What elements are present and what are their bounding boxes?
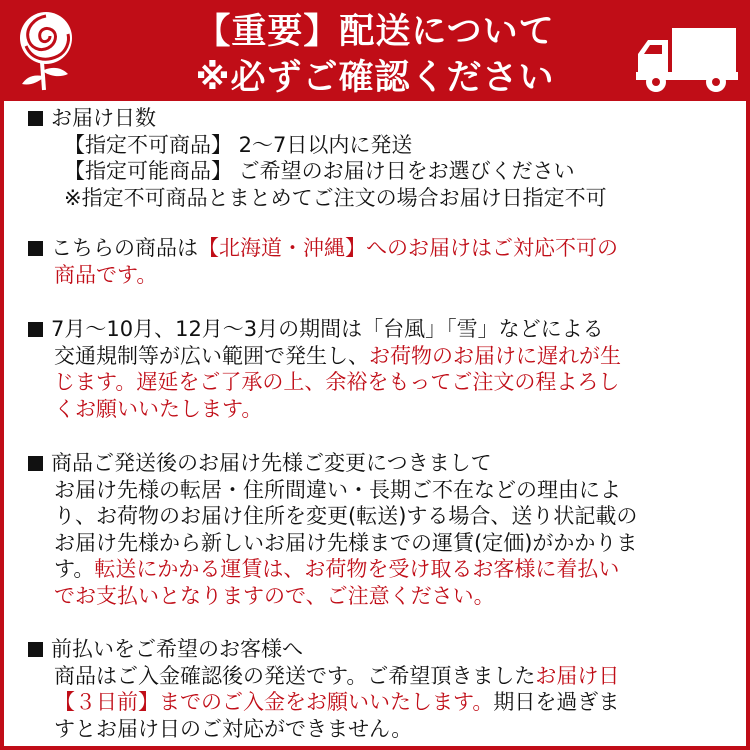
text-line: 【指定不可商品】 2〜7日以内に発送 xyxy=(64,132,413,157)
bullet-square xyxy=(28,642,43,657)
text-line: 【指定可能商品】 ご希望のお届け日をお選びください xyxy=(64,159,575,183)
highlight-text: お届け日 xyxy=(535,663,620,688)
highlight-text: お荷物のお届けに遅れが生 xyxy=(369,343,621,368)
text-segment: 期日を過ぎま xyxy=(493,690,620,714)
bullet-square xyxy=(28,111,43,126)
highlight-text: 転送にかかる運賃は、お荷物を受け取るお客様に着払い xyxy=(94,557,620,581)
section-delivery-days xyxy=(28,105,740,211)
text-segment: す。 xyxy=(54,557,95,581)
text-line: お届け先様の転居・住所間違い・長期ご不在などの理由によ xyxy=(54,477,621,502)
text-segment: 7月〜10月、12月〜3月の期間は「台風」「雪」などによる xyxy=(51,317,604,341)
section-region-restriction xyxy=(28,235,740,288)
highlight-text: くお願いいたします。 xyxy=(54,396,263,421)
text-line: すとお届け日のご対応ができません。 xyxy=(54,716,413,741)
bullet-square xyxy=(28,456,43,471)
highlight-text: じます。遅延をご了承の上、余裕をもってご注文の程よろし xyxy=(54,370,620,394)
section-heading: お届け日数 xyxy=(51,106,156,130)
text-line: ※指定不可商品とまとめてご注文の場合お届け日指定不可 xyxy=(64,185,607,210)
section-address-change xyxy=(28,450,740,609)
section-heading: 商品ご発送後のお届け先様ご変更につきまして xyxy=(51,451,492,475)
text-segment: 交通規制等が広い範囲で発生し、 xyxy=(54,343,369,368)
bullet-square xyxy=(28,322,43,337)
bullet-square xyxy=(28,241,43,256)
title-line-1: 【重要】配送について xyxy=(195,12,555,52)
highlight-text: 【３日前】までのご入金をお願いいたします。 xyxy=(54,690,494,714)
highlight-text: 商品です。 xyxy=(54,262,158,287)
title-line-2: ※必ずご確認ください xyxy=(195,58,555,98)
text-line: お届け先様から新しいお届け先様までの運賃(定価)がかかりま xyxy=(54,530,638,555)
text-line: り、お荷物のお届け住所を変更(転送)する場合、送り状記載の xyxy=(54,504,638,528)
highlight-text: 【北海道・沖縄】へのお届けはご対応不可の xyxy=(198,236,618,260)
text-segment: こちらの商品は xyxy=(51,236,198,260)
text-segment: 商品はご入金確認後の発送です。ご希望頂きました xyxy=(54,663,536,688)
section-prepayment xyxy=(28,636,740,742)
section-weather-delay xyxy=(28,316,740,422)
highlight-text: でお支払いとなりますので、ご注意ください。 xyxy=(54,583,495,608)
section-heading: 前払いをご希望のお客様へ xyxy=(51,637,303,661)
